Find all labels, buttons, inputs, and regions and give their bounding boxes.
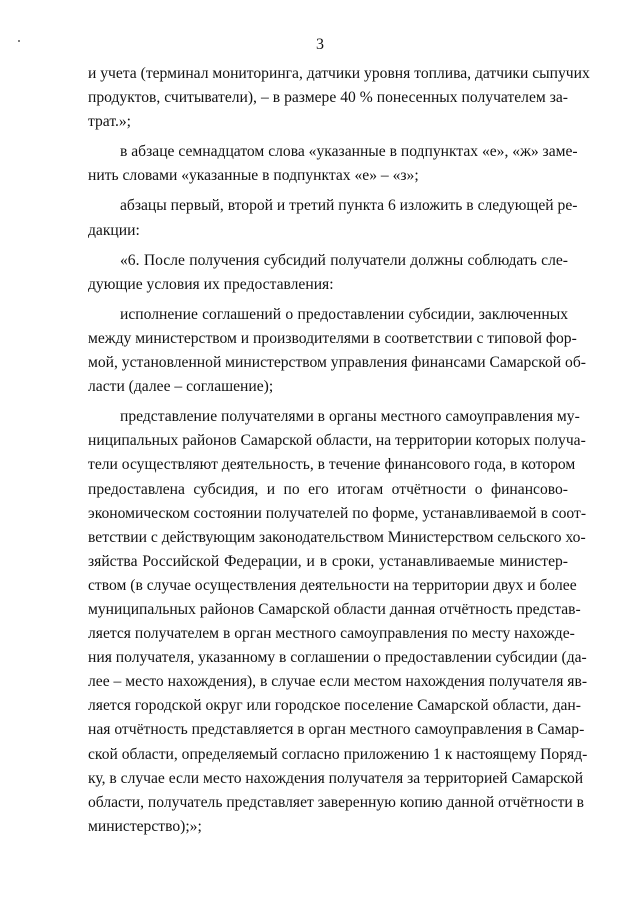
text-line: ния получателя, указанному в соглашении о предоставлении субсидии (да-: [88, 649, 587, 667]
text-line: продуктов, считыватели), – в размере 40 % понесенных получателем за-: [88, 89, 568, 107]
text-line: экономическом состоянии получателей по форме, устанавливаемой в соот-: [88, 504, 587, 522]
text-line: предоставлена субсидия, и по его итогам отчётности о финансово-: [88, 480, 568, 498]
text-line: дакции:: [88, 221, 140, 239]
text-line: тели осуществляют деятельность, в течение финансового года, в котором: [88, 456, 576, 474]
text-line: ветствии с действующим законодательством Министерством сельского хо-: [88, 528, 586, 546]
text-line: ласти (далее – соглашение);: [88, 378, 274, 396]
text-line: области, получатель представляет заверенную копию данной отчётности в: [88, 793, 584, 811]
document-body: [88, 62, 590, 839]
text-line: исполнение соглашений о предоставлении субсидии, заключенных: [120, 305, 568, 323]
text-line: ная отчётность представляется в орган местного самоуправления в Самар-: [88, 721, 585, 739]
text-line: ку, в случае если место нахождения получателя за территорией Самарской: [88, 769, 584, 787]
text-line: ской области, определяемый согласно приложению 1 к настоящему Поряд-: [88, 745, 588, 763]
text-line: «6. После получения субсидий получатели должны соблюдать сле-: [120, 251, 568, 269]
text-line: и учета (терминал мониторинга, датчики уровня топлива, датчики сыпучих: [88, 65, 590, 82]
text-line: нить словами «указанные в подпунктах «е» – «з»;: [88, 167, 419, 185]
text-line: трат.»;: [88, 113, 131, 131]
text-line: в абзаце семнадцатом слова «указанные в подпунктах «е», «ж» заме-: [120, 143, 578, 161]
page-number: 3: [316, 36, 324, 53]
text-line: мой, установленной министерством управления финансами Самарской об-: [88, 354, 586, 372]
text-line: министерство);»;: [88, 817, 202, 835]
text-line: абзацы первый, второй и третий пункта 6 изложить в следующей ре-: [120, 197, 578, 215]
text-line: ляется городской округ или городское поселение Самарской области, дан-: [88, 697, 581, 715]
text-line: ством (в случае осуществления деятельности на территории двух и более: [88, 576, 577, 594]
text-line: ниципальных районов Самарской области, на территории которых получа-: [88, 432, 586, 450]
text-line: дующие условия их предоставления:: [88, 275, 334, 293]
text-line: муниципальных районов Самарской области данная отчётность представ-: [88, 600, 581, 618]
text-line: представление получателями в органы местного самоуправления му-: [120, 408, 580, 426]
text-line: зяйства Российской Федерации, и в сроки, устанавливаемые министер-: [88, 552, 568, 570]
text-line: лее – место нахождения), в случае если местом нахождения получателя яв-: [88, 673, 588, 691]
text-line: между министерством и производителями в соответствии с типовой фор-: [88, 329, 577, 347]
text-line: ляется получателем в орган местного самоуправления по месту нахожде-: [88, 625, 575, 643]
